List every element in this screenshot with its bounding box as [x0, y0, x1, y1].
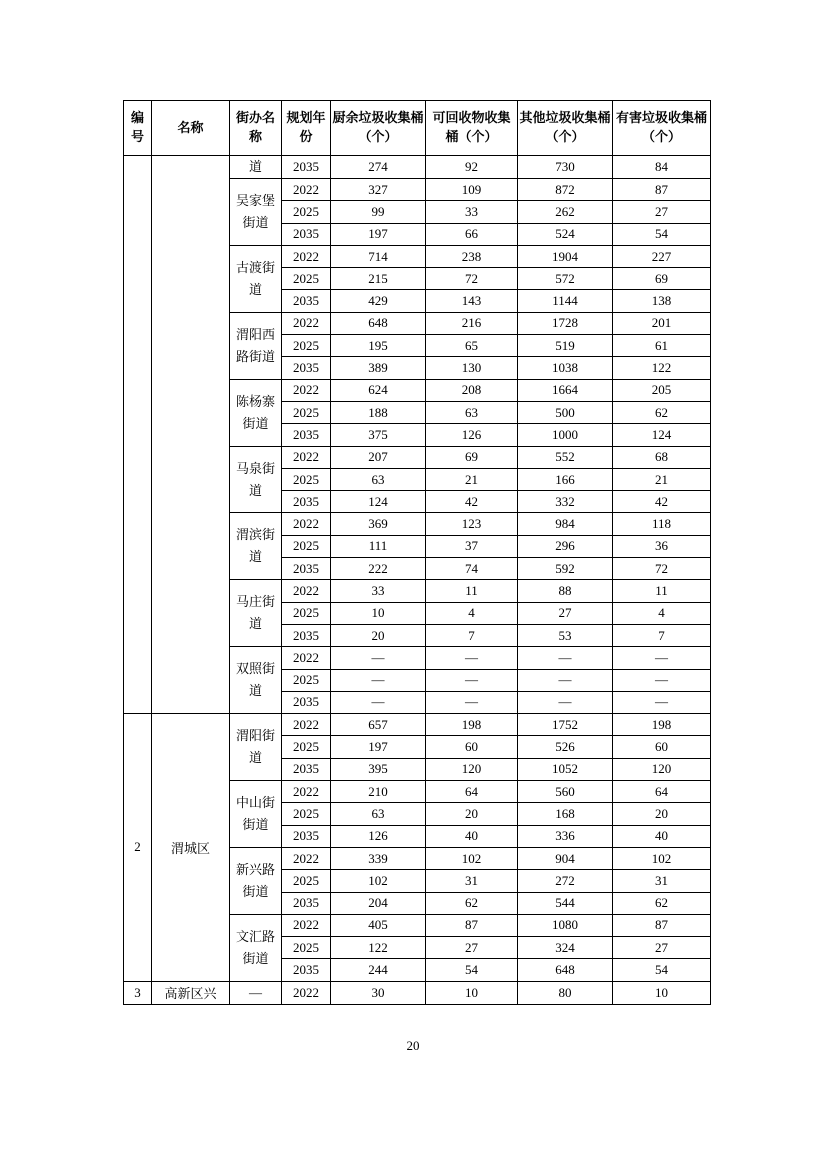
- cell-year: 2035: [282, 290, 331, 312]
- cell-value: 272: [518, 870, 613, 892]
- cell-value: 210: [331, 781, 426, 803]
- cell-value: —: [613, 669, 711, 691]
- cell-year: 2035: [282, 491, 331, 513]
- cell-value: 872: [518, 179, 613, 201]
- cell-value: 102: [426, 847, 518, 869]
- table-row: [124, 714, 711, 736]
- cell-value: 375: [331, 424, 426, 446]
- cell-value: 63: [331, 803, 426, 825]
- cell-value: 87: [613, 179, 711, 201]
- cell-value: 36: [613, 535, 711, 557]
- table-body: [124, 156, 711, 1005]
- cell-value: 92: [426, 156, 518, 179]
- cell-value: 195: [331, 335, 426, 357]
- cell-year: 2035: [282, 691, 331, 713]
- cell-year: 2022: [282, 312, 331, 334]
- cell-section-no: 2: [124, 714, 152, 982]
- cell-value: 10: [613, 981, 711, 1004]
- header-row: [124, 101, 711, 156]
- cell-value: 33: [331, 580, 426, 602]
- cell-street-name: 渭阳西路街道: [230, 312, 282, 379]
- cell-year: 2022: [282, 580, 331, 602]
- collection-table: [123, 100, 711, 1005]
- cell-value: 524: [518, 223, 613, 245]
- cell-value: 526: [518, 736, 613, 758]
- cell-value: 42: [613, 491, 711, 513]
- cell-year: 2035: [282, 357, 331, 379]
- cell-value: 42: [426, 491, 518, 513]
- cell-value: 197: [331, 223, 426, 245]
- cell-value: 904: [518, 847, 613, 869]
- cell-value: 33: [426, 201, 518, 223]
- table-row: [124, 981, 711, 1004]
- cell-value: 208: [426, 379, 518, 401]
- cell-value: 60: [426, 736, 518, 758]
- cell-value: 592: [518, 558, 613, 580]
- cell-value: 544: [518, 892, 613, 914]
- cell-year: 2022: [282, 647, 331, 669]
- cell-year: 2035: [282, 624, 331, 646]
- cell-value: 7: [426, 624, 518, 646]
- cell-value: 30: [331, 981, 426, 1004]
- cell-year: 2022: [282, 446, 331, 468]
- col-header-recyclable: 可回收物收集桶（个）: [426, 101, 518, 156]
- cell-value: 201: [613, 312, 711, 334]
- cell-year: 2022: [282, 847, 331, 869]
- cell-value: 1000: [518, 424, 613, 446]
- cell-value: 198: [613, 714, 711, 736]
- cell-value: 80: [518, 981, 613, 1004]
- cell-year: 2022: [282, 914, 331, 936]
- cell-value: 118: [613, 513, 711, 535]
- cell-value: 1144: [518, 290, 613, 312]
- cell-value: —: [331, 669, 426, 691]
- cell-value: —: [331, 691, 426, 713]
- col-header-hazardous: 有害垃圾收集桶（个）: [613, 101, 711, 156]
- cell-value: 102: [331, 870, 426, 892]
- cell-street-name: 新兴路街道: [230, 847, 282, 914]
- cell-year: 2035: [282, 558, 331, 580]
- cell-year: 2025: [282, 870, 331, 892]
- page-number: 20: [406, 1038, 420, 1053]
- cell-value: 216: [426, 312, 518, 334]
- col-header-street: 街办名称: [230, 101, 282, 156]
- cell-year: 2035: [282, 892, 331, 914]
- cell-value: 1052: [518, 758, 613, 780]
- cell-value: 54: [613, 223, 711, 245]
- cell-value: 68: [613, 446, 711, 468]
- cell-value: 102: [613, 847, 711, 869]
- cell-street-name: 马泉街道: [230, 446, 282, 513]
- cell-value: 138: [613, 290, 711, 312]
- cell-value: 87: [426, 914, 518, 936]
- col-header-kitchen-waste: 厨余垃圾收集桶（个）: [331, 101, 426, 156]
- cell-section-name: [152, 156, 230, 714]
- cell-value: 120: [426, 758, 518, 780]
- cell-value: —: [426, 669, 518, 691]
- cell-value: —: [426, 647, 518, 669]
- cell-value: 519: [518, 335, 613, 357]
- cell-value: 88: [518, 580, 613, 602]
- cell-value: 62: [613, 401, 711, 423]
- cell-value: 64: [426, 781, 518, 803]
- cell-value: 27: [613, 937, 711, 959]
- cell-street-name: 双照街道: [230, 647, 282, 714]
- cell-value: —: [613, 647, 711, 669]
- cell-value: 244: [331, 959, 426, 981]
- cell-value: —: [331, 647, 426, 669]
- table-row: [124, 156, 711, 179]
- cell-value: 215: [331, 268, 426, 290]
- cell-year: 2025: [282, 937, 331, 959]
- col-header-other-waste: 其他垃圾收集桶（个）: [518, 101, 613, 156]
- cell-value: 1728: [518, 312, 613, 334]
- cell-value: 327: [331, 179, 426, 201]
- cell-value: 61: [613, 335, 711, 357]
- cell-value: 238: [426, 245, 518, 267]
- cell-value: 11: [613, 580, 711, 602]
- cell-value: 1080: [518, 914, 613, 936]
- cell-value: 648: [518, 959, 613, 981]
- cell-year: 2025: [282, 535, 331, 557]
- cell-year: 2022: [282, 513, 331, 535]
- cell-value: 1904: [518, 245, 613, 267]
- cell-street-name: 陈杨寨街道: [230, 379, 282, 446]
- cell-year: 2022: [282, 981, 331, 1004]
- cell-value: 7: [613, 624, 711, 646]
- cell-value: 99: [331, 201, 426, 223]
- cell-value: 332: [518, 491, 613, 513]
- cell-section-no: [124, 156, 152, 714]
- cell-value: 124: [613, 424, 711, 446]
- cell-value: 324: [518, 937, 613, 959]
- cell-value: 65: [426, 335, 518, 357]
- cell-street-name: 马庄街道: [230, 580, 282, 647]
- cell-value: 124: [331, 491, 426, 513]
- cell-year: 2035: [282, 156, 331, 179]
- cell-value: 54: [426, 959, 518, 981]
- cell-value: 166: [518, 468, 613, 490]
- cell-year: 2025: [282, 401, 331, 423]
- cell-value: 11: [426, 580, 518, 602]
- cell-value: 207: [331, 446, 426, 468]
- cell-value: 72: [613, 558, 711, 580]
- cell-year: 2025: [282, 201, 331, 223]
- cell-value: 405: [331, 914, 426, 936]
- cell-value: 296: [518, 535, 613, 557]
- cell-year: 2025: [282, 803, 331, 825]
- cell-year: 2022: [282, 245, 331, 267]
- cell-year: 2035: [282, 959, 331, 981]
- cell-value: 227: [613, 245, 711, 267]
- cell-value: —: [518, 669, 613, 691]
- cell-value: 222: [331, 558, 426, 580]
- cell-value: 20: [613, 803, 711, 825]
- cell-value: 389: [331, 357, 426, 379]
- cell-value: 60: [613, 736, 711, 758]
- cell-value: 657: [331, 714, 426, 736]
- cell-year: 2025: [282, 736, 331, 758]
- cell-value: 54: [613, 959, 711, 981]
- cell-street-name: 道: [230, 156, 282, 179]
- cell-value: 122: [331, 937, 426, 959]
- cell-street-name: 渭滨街道: [230, 513, 282, 580]
- cell-value: —: [426, 691, 518, 713]
- cell-value: 53: [518, 624, 613, 646]
- cell-value: 126: [426, 424, 518, 446]
- cell-value: —: [613, 691, 711, 713]
- cell-value: 1752: [518, 714, 613, 736]
- cell-value: 31: [426, 870, 518, 892]
- cell-value: 730: [518, 156, 613, 179]
- cell-section-no: 3: [124, 981, 152, 1004]
- cell-value: 37: [426, 535, 518, 557]
- cell-section-name: 高新区兴: [152, 981, 230, 1004]
- cell-value: 27: [613, 201, 711, 223]
- cell-value: 66: [426, 223, 518, 245]
- cell-street-name: 文汇路街道: [230, 914, 282, 981]
- cell-value: 560: [518, 781, 613, 803]
- cell-value: 20: [331, 624, 426, 646]
- cell-year: 2022: [282, 179, 331, 201]
- cell-year: 2035: [282, 223, 331, 245]
- cell-value: 111: [331, 535, 426, 557]
- cell-value: 648: [331, 312, 426, 334]
- cell-value: 552: [518, 446, 613, 468]
- cell-value: 572: [518, 268, 613, 290]
- cell-value: 205: [613, 379, 711, 401]
- cell-value: 69: [613, 268, 711, 290]
- cell-section-name: 渭城区: [152, 714, 230, 982]
- cell-year: 2022: [282, 379, 331, 401]
- cell-value: 72: [426, 268, 518, 290]
- cell-year: 2025: [282, 669, 331, 691]
- cell-value: 624: [331, 379, 426, 401]
- cell-street-name: 中山街街道: [230, 781, 282, 848]
- cell-value: 197: [331, 736, 426, 758]
- cell-street-name: 吴家堡街道: [230, 179, 282, 246]
- cell-value: 62: [426, 892, 518, 914]
- cell-value: 168: [518, 803, 613, 825]
- cell-value: 1038: [518, 357, 613, 379]
- cell-value: 20: [426, 803, 518, 825]
- col-header-name: 名称: [152, 101, 230, 156]
- cell-street-name: —: [230, 981, 282, 1004]
- cell-value: 188: [331, 401, 426, 423]
- cell-value: 262: [518, 201, 613, 223]
- cell-value: 109: [426, 179, 518, 201]
- cell-value: —: [518, 647, 613, 669]
- cell-value: 339: [331, 847, 426, 869]
- cell-value: 64: [613, 781, 711, 803]
- cell-value: 10: [331, 602, 426, 624]
- cell-value: 204: [331, 892, 426, 914]
- cell-value: 714: [331, 245, 426, 267]
- cell-value: —: [518, 691, 613, 713]
- cell-value: 198: [426, 714, 518, 736]
- cell-value: 74: [426, 558, 518, 580]
- cell-year: 2035: [282, 424, 331, 446]
- cell-value: 123: [426, 513, 518, 535]
- cell-value: 40: [426, 825, 518, 847]
- cell-value: 1664: [518, 379, 613, 401]
- cell-value: 143: [426, 290, 518, 312]
- cell-value: 395: [331, 758, 426, 780]
- cell-value: 27: [426, 937, 518, 959]
- cell-year: 2022: [282, 714, 331, 736]
- col-header-year: 规划年份: [282, 101, 331, 156]
- cell-value: 21: [426, 468, 518, 490]
- cell-value: 130: [426, 357, 518, 379]
- cell-street-name: 古渡街道: [230, 245, 282, 312]
- cell-value: 63: [331, 468, 426, 490]
- cell-value: 500: [518, 401, 613, 423]
- cell-value: 122: [613, 357, 711, 379]
- cell-value: 126: [331, 825, 426, 847]
- cell-value: 63: [426, 401, 518, 423]
- cell-value: 984: [518, 513, 613, 535]
- cell-value: 62: [613, 892, 711, 914]
- cell-value: 40: [613, 825, 711, 847]
- cell-year: 2035: [282, 825, 331, 847]
- cell-value: 87: [613, 914, 711, 936]
- cell-value: 4: [613, 602, 711, 624]
- cell-year: 2025: [282, 602, 331, 624]
- cell-value: 369: [331, 513, 426, 535]
- cell-value: 274: [331, 156, 426, 179]
- cell-value: 84: [613, 156, 711, 179]
- cell-year: 2022: [282, 781, 331, 803]
- cell-value: 31: [613, 870, 711, 892]
- cell-year: 2025: [282, 335, 331, 357]
- cell-year: 2035: [282, 758, 331, 780]
- cell-value: 336: [518, 825, 613, 847]
- cell-value: 69: [426, 446, 518, 468]
- cell-value: 120: [613, 758, 711, 780]
- cell-value: 429: [331, 290, 426, 312]
- cell-value: 10: [426, 981, 518, 1004]
- cell-value: 4: [426, 602, 518, 624]
- col-header-no: 编号: [124, 101, 152, 156]
- cell-year: 2025: [282, 268, 331, 290]
- cell-year: 2025: [282, 468, 331, 490]
- cell-street-name: 渭阳街道: [230, 714, 282, 781]
- cell-value: 21: [613, 468, 711, 490]
- cell-value: 27: [518, 602, 613, 624]
